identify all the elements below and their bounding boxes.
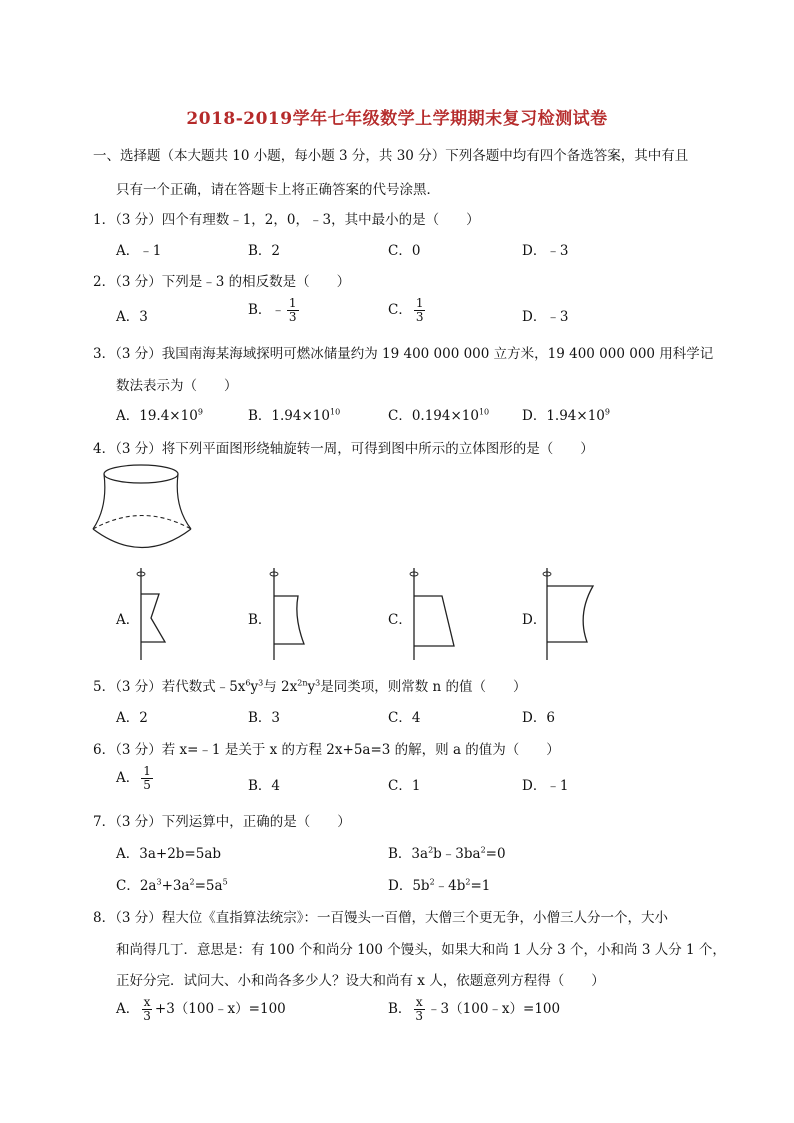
q4-option-c-figure[interactable] [406,566,462,662]
q2-option-c[interactable] [388,297,427,324]
question-2-stem: 2．（3 分）下列是﹣3 的相反数是（ ） [93,274,351,290]
question-8-stem-line2: 和尚得几丁．意思是：有 100 个和尚分 100 个馒头，如果大和尚 1 人分 3 个，小和尚 3 人分 1 个， [116,942,726,958]
q4-option-d-figure[interactable] [539,566,599,662]
q8-option-b-fraction: $\frac{x}{3}$ [415,995,424,1023]
q3-option-a[interactable]: A．$19.4\times 10^9$ [116,407,203,424]
question-7-stem: 7．（3 分）下列运算中，正确的是（ ） [93,814,351,830]
question-6-stem: 6．（3 分）若 x=﹣1 是关于 x 的方程 2x+5a=3 的解，则 a 的值为（ ） [93,742,560,758]
q5-option-a[interactable]: A．2 [116,710,148,726]
q4-option-a-figure[interactable] [133,566,173,662]
question-8-stem-line1: 8．（3 分）程大位《直指算法统宗》：一百馒头一百僧，大僧三个更无争，小僧三人分一个，大小 [93,910,668,926]
q5-option-c[interactable]: C．4 [388,710,421,726]
section-heading-line1: 一、选择题（本大题共 10 小题，每小题 3 分，共 30 分）下列各题中均有四个备选答案，其中有且 [93,148,689,164]
q2-option-c-fraction: $\frac{1}{3}$ [415,296,424,324]
q1-option-c[interactable]: C．0 [388,243,421,259]
q8-option-a-fraction: $\frac{x}{3}$ [143,995,151,1023]
q4-option-a-label[interactable]: A． [116,612,140,628]
section-heading-line2: 只有一个正确，请在答题卡上将正确答案的代号涂黑． [116,182,440,198]
frustum-solid-figure [88,462,198,562]
q2-option-b-fraction: $\frac{1}{3}$ [288,296,297,324]
q2-option-b[interactable] [248,297,301,324]
q8-option-b[interactable]: B． $\frac{x}{3}$ ﹣3（100﹣x）=100 [388,995,561,1023]
q2-option-a[interactable]: A．3 [116,309,148,325]
q6-option-a-fraction: $\frac{1}{5}$ [143,764,151,792]
q7-option-c[interactable]: C．$2a^3+3a^2=5a^5$ [116,877,228,894]
q2-option-b-label: B．﹣ [248,302,285,318]
q1-option-a[interactable]: A．﹣1 [116,243,162,259]
question-5-stem: 5．（3 分）若代数式$﹣5x^6y^3$与 $2x^{2n}y^3$是同类项，则常数 n 的值（ ） [93,678,527,695]
q7-option-b[interactable]: B．$3a^2b﹣3ba^2=0$ [388,845,506,862]
exam-title: 2018-2019学年七年级数学上学期期末复习检测试卷 [186,109,608,129]
question-4-stem: 4．（3 分）将下列平面图形绕轴旋转一周，可得到图中所示的立体图形的是（ ） [93,441,594,457]
q3-option-b[interactable]: B．$1.94\times 10^{10}$ [248,407,341,424]
q7-option-a[interactable]: A．3a+2b=5ab [116,846,222,862]
q2-option-c-label: C． [388,302,412,318]
question-3-stem-line2: 数法表示为（ ） [116,378,238,394]
q4-option-b-figure[interactable] [266,566,310,662]
q8-option-a[interactable]: A． $\frac{x}{3}$ +3（100﹣x）=100 [116,995,286,1023]
q7-option-d[interactable]: D．$5b^2﹣4b^2=1$ [388,877,491,894]
q6-option-d[interactable]: D．﹣1 [522,778,569,794]
question-3-stem-line1: 3．（3 分）我国南海某海域探明可燃冰储量约为 19 400 000 000 立方米，19 400 000 000 用科学记 [93,346,714,362]
q4-option-d-label[interactable]: D． [522,612,547,628]
q5-option-b[interactable]: B．3 [248,710,281,726]
q3-option-c[interactable]: C．$0.194\times 10^{10}$ [388,407,490,424]
q1-option-d[interactable]: D．﹣3 [522,243,569,259]
q6-option-b[interactable]: B．4 [248,778,281,794]
q1-option-b[interactable]: B．2 [248,243,281,259]
q6-option-c[interactable]: C．1 [388,778,421,794]
q3-option-d[interactable]: D．$1.94\times 10^9$ [522,407,610,424]
question-1-stem: 1．（3 分）四个有理数﹣1，2，0，﹣3，其中最小的是（ ） [93,212,480,228]
q6-option-a[interactable]: A． $\frac{1}{5}$ [116,764,151,792]
q4-option-b-label[interactable]: B． [248,612,272,628]
q4-option-c-label[interactable]: C． [388,612,412,628]
q2-option-d[interactable]: D．﹣3 [522,309,569,325]
q5-option-d[interactable]: D．6 [522,710,555,726]
question-8-stem-line3: 正好分完．试问大、小和尚各多少人？设大和尚有 x 人，依题意列方程得（ ） [116,973,605,989]
